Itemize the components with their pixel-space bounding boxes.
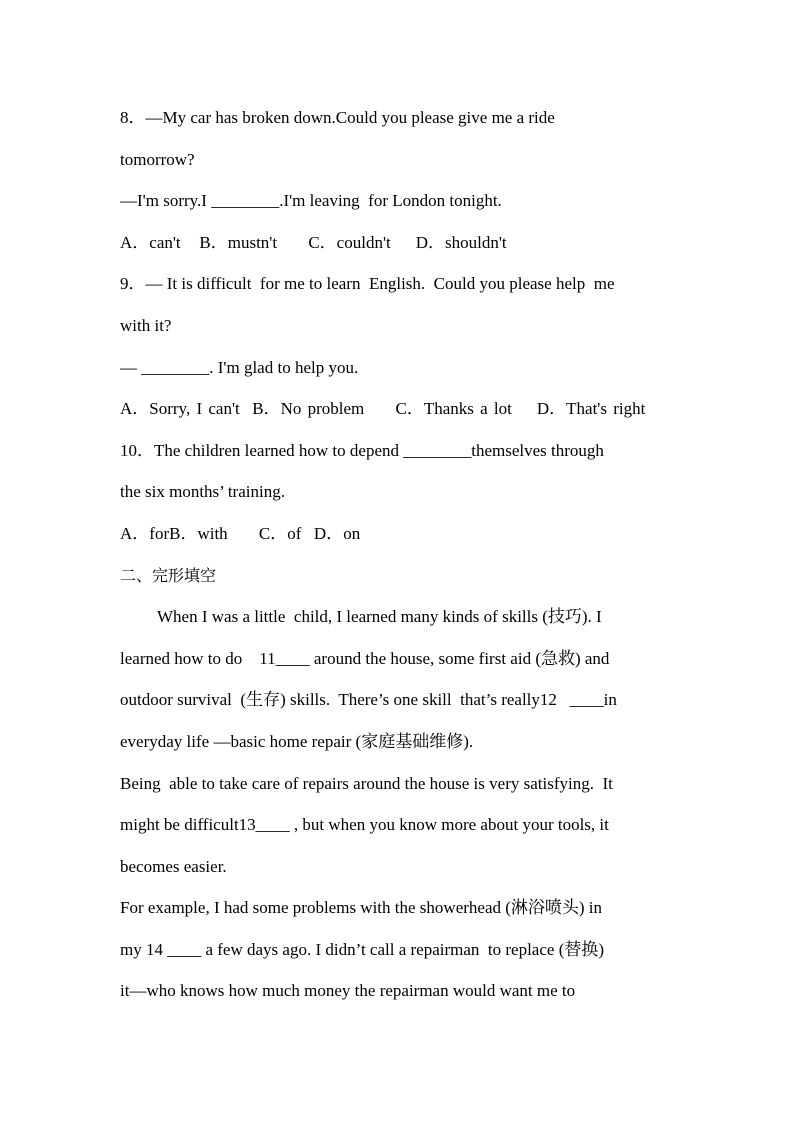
- document-page: [120, 97, 680, 1012]
- q8-options: A．can't B．mustn't C．couldn't D．shouldn't: [120, 232, 507, 252]
- cloze-paragraph-line-4: everyday life —basic home repair (家庭基础维修).: [120, 731, 474, 751]
- cloze-paragraph-line-7: becomes easier.: [120, 856, 227, 876]
- cloze-paragraph-line-2: learned how to do 11____ around the house, some first aid (急救) and: [120, 648, 610, 668]
- q9-question-line-2: with it?: [120, 315, 172, 335]
- q8-question-line-2: tomorrow?: [120, 149, 195, 169]
- cloze-paragraph-line-1: When I was a little child, I learned many kinds of skills (技巧). I: [157, 607, 602, 627]
- cloze-paragraph-line-3: outdoor survival (生存) skills. There’s one skill that’s really12 ____in: [120, 690, 617, 710]
- cloze-paragraph-line-10: it—who knows how much money the repairman would want me to: [120, 981, 576, 1001]
- cloze-paragraph-line-9: my 14 ____ a few days ago. I didn’t call a repairman to replace (替换): [120, 939, 605, 959]
- q9-options: A．Sorry, I can't B．No problem C．Thanks a lot D．That's right: [120, 399, 646, 419]
- section-heading-cloze: 二、完形填空: [120, 565, 217, 585]
- cloze-paragraph-line-5: Being able to take care of repairs around the house is very satisfying. It: [120, 773, 613, 793]
- q10-question-line-2: the six months’ training.: [120, 482, 285, 502]
- q9-response-line: — ________. I'm glad to help you.: [120, 357, 359, 377]
- q10-options: A．forB．with C．of D．on: [120, 523, 361, 543]
- cloze-paragraph-line-6: might be difficult13____ , but when you know more about your tools, it: [120, 815, 609, 835]
- q10-question-line-1: 10．The children learned how to depend ________themselves through: [120, 440, 604, 460]
- q8-response-line: —I'm sorry.I ________.I'm leaving for London tonight.: [120, 191, 502, 211]
- q8-question-line-1: 8．—My car has broken down.Could you please give me a ride: [120, 108, 555, 127]
- cloze-paragraph-line-8: For example, I had some problems with the showerhead (淋浴喷头) in: [120, 898, 603, 918]
- q9-question-line-1: 9．— It is difficult for me to learn English. Could you please help me: [120, 274, 615, 294]
